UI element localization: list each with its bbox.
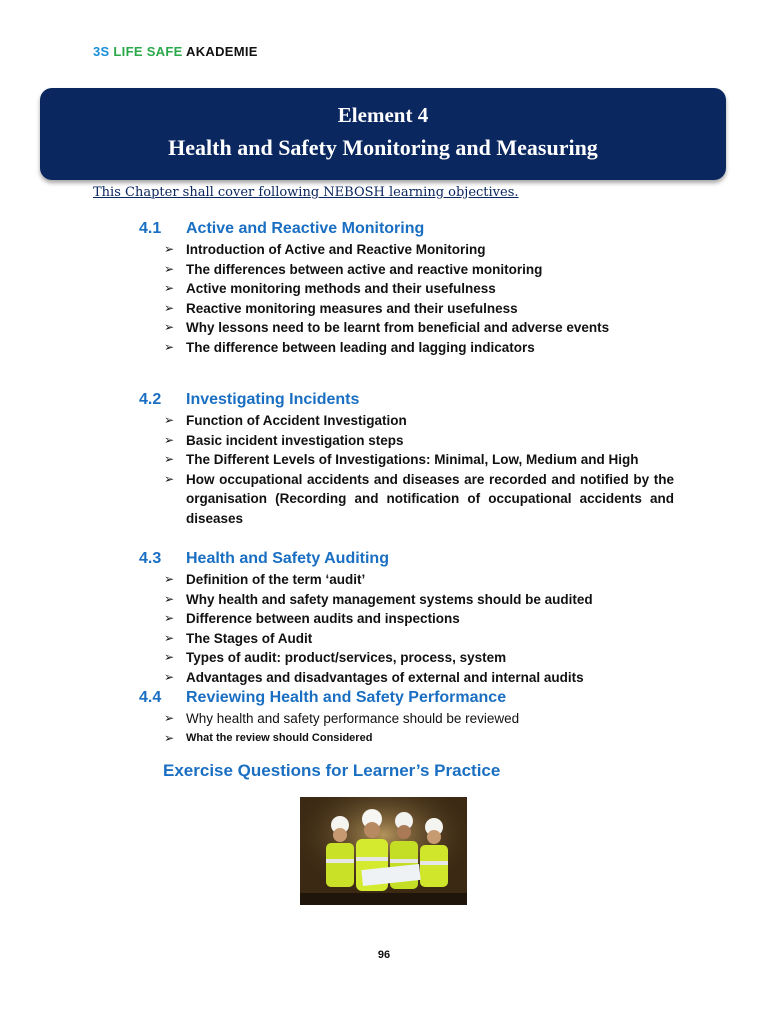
arrow-bullet-icon: ➢ xyxy=(164,711,175,725)
chapter-title: Health and Safety Monitoring and Measuring xyxy=(168,135,598,160)
section-number: 4.3 xyxy=(139,550,162,567)
arrow-bullet-icon: ➢ xyxy=(164,471,175,486)
list-item: ➢ Function of Accident Investigation xyxy=(164,411,674,431)
arrow-bullet-icon: ➢ xyxy=(164,572,175,586)
section-title: Investigating Incidents xyxy=(186,391,360,408)
workers-photo xyxy=(300,797,467,905)
section-number: 4.2 xyxy=(139,391,162,408)
arrow-bullet-icon: ➢ xyxy=(164,591,175,606)
section-number: 4.1 xyxy=(139,220,162,237)
section-number: 4.4 xyxy=(139,689,162,706)
list-item: ➢ The differences between active and reactive monitoring xyxy=(164,260,674,280)
list-item: ➢ What the review should Considered xyxy=(164,729,674,749)
list-item: ➢ The Stages of Audit xyxy=(164,629,674,649)
workers-illustration-icon xyxy=(300,797,467,905)
intro-text: This Chapter shall cover following NEBOSH learning objectives. xyxy=(93,185,519,200)
section-list-4-4 xyxy=(164,709,674,748)
section-heading-4-3 xyxy=(139,550,389,568)
arrow-bullet-icon: ➢ xyxy=(164,339,175,354)
exercise-heading: Exercise Questions for Learner’s Practice xyxy=(163,761,501,780)
list-item: ➢ Definition of the term ‘audit’ xyxy=(164,570,674,590)
arrow-bullet-icon: ➢ xyxy=(164,432,175,447)
arrow-bullet-icon: ➢ xyxy=(164,413,175,427)
section-list-4-2 xyxy=(164,411,674,528)
arrow-bullet-icon: ➢ xyxy=(164,611,175,625)
section-title: Reviewing Health and Safety Performance xyxy=(186,689,507,706)
list-item: ➢ Basic incident investigation steps xyxy=(164,431,674,451)
arrow-bullet-icon: ➢ xyxy=(164,261,175,276)
arrow-bullet-icon: ➢ xyxy=(164,630,175,645)
brand-part-akademie: AKADEMIE xyxy=(186,44,258,59)
arrow-bullet-icon: ➢ xyxy=(164,242,175,256)
list-item: ➢ How occupational accidents and diseases are recorded and notified by the organisation (Recording and notification of occupational accidents and diseases xyxy=(164,471,674,526)
list-item: ➢ Why health and safety performance should be reviewed xyxy=(164,709,674,729)
list-item: ➢ The difference between leading and lagging indicators xyxy=(164,338,674,358)
arrow-bullet-icon: ➢ xyxy=(164,650,175,664)
element-number: Element 4 xyxy=(337,103,429,127)
brand-header xyxy=(93,44,258,59)
list-item: ➢ Why health and safety management systems should be audited xyxy=(164,590,674,610)
list-item: ➢ Types of audit: product/services, process, system xyxy=(164,648,674,668)
section-title: Health and Safety Auditing xyxy=(186,550,389,567)
section-list-4-3 xyxy=(164,570,674,687)
list-item: ➢ Advantages and disadvantages of external and internal audits xyxy=(164,668,674,688)
list-item: ➢ Difference between audits and inspections xyxy=(164,609,674,629)
arrow-bullet-icon: ➢ xyxy=(164,669,175,684)
arrow-bullet-icon: ➢ xyxy=(164,452,175,466)
brand-part-lifesafe: LIFE SAFE xyxy=(113,44,186,59)
list-item: ➢ Active monitoring methods and their usefulness xyxy=(164,279,674,299)
list-item: ➢ The Different Levels of Investigations: Minimal, Low, Medium and High xyxy=(164,450,674,470)
section-heading-4-2 xyxy=(139,391,359,409)
chapter-banner xyxy=(40,88,726,180)
arrow-bullet-icon: ➢ xyxy=(164,730,175,745)
list-item: ➢ Introduction of Active and Reactive Monitoring xyxy=(164,240,674,260)
section-list-4-1 xyxy=(164,240,674,357)
brand-part-3s: 3S xyxy=(93,44,114,59)
arrow-bullet-icon: ➢ xyxy=(164,320,175,334)
page-number: 96 xyxy=(377,949,391,961)
list-item: ➢ Why lessons need to be learnt from beneficial and adverse events xyxy=(164,318,674,338)
section-heading-4-1 xyxy=(139,220,424,238)
arrow-bullet-icon: ➢ xyxy=(164,300,175,315)
arrow-bullet-icon: ➢ xyxy=(164,281,175,295)
section-heading-4-4 xyxy=(139,689,506,707)
list-item: ➢ Reactive monitoring measures and their usefulness xyxy=(164,299,674,319)
section-title: Active and Reactive Monitoring xyxy=(186,220,425,237)
